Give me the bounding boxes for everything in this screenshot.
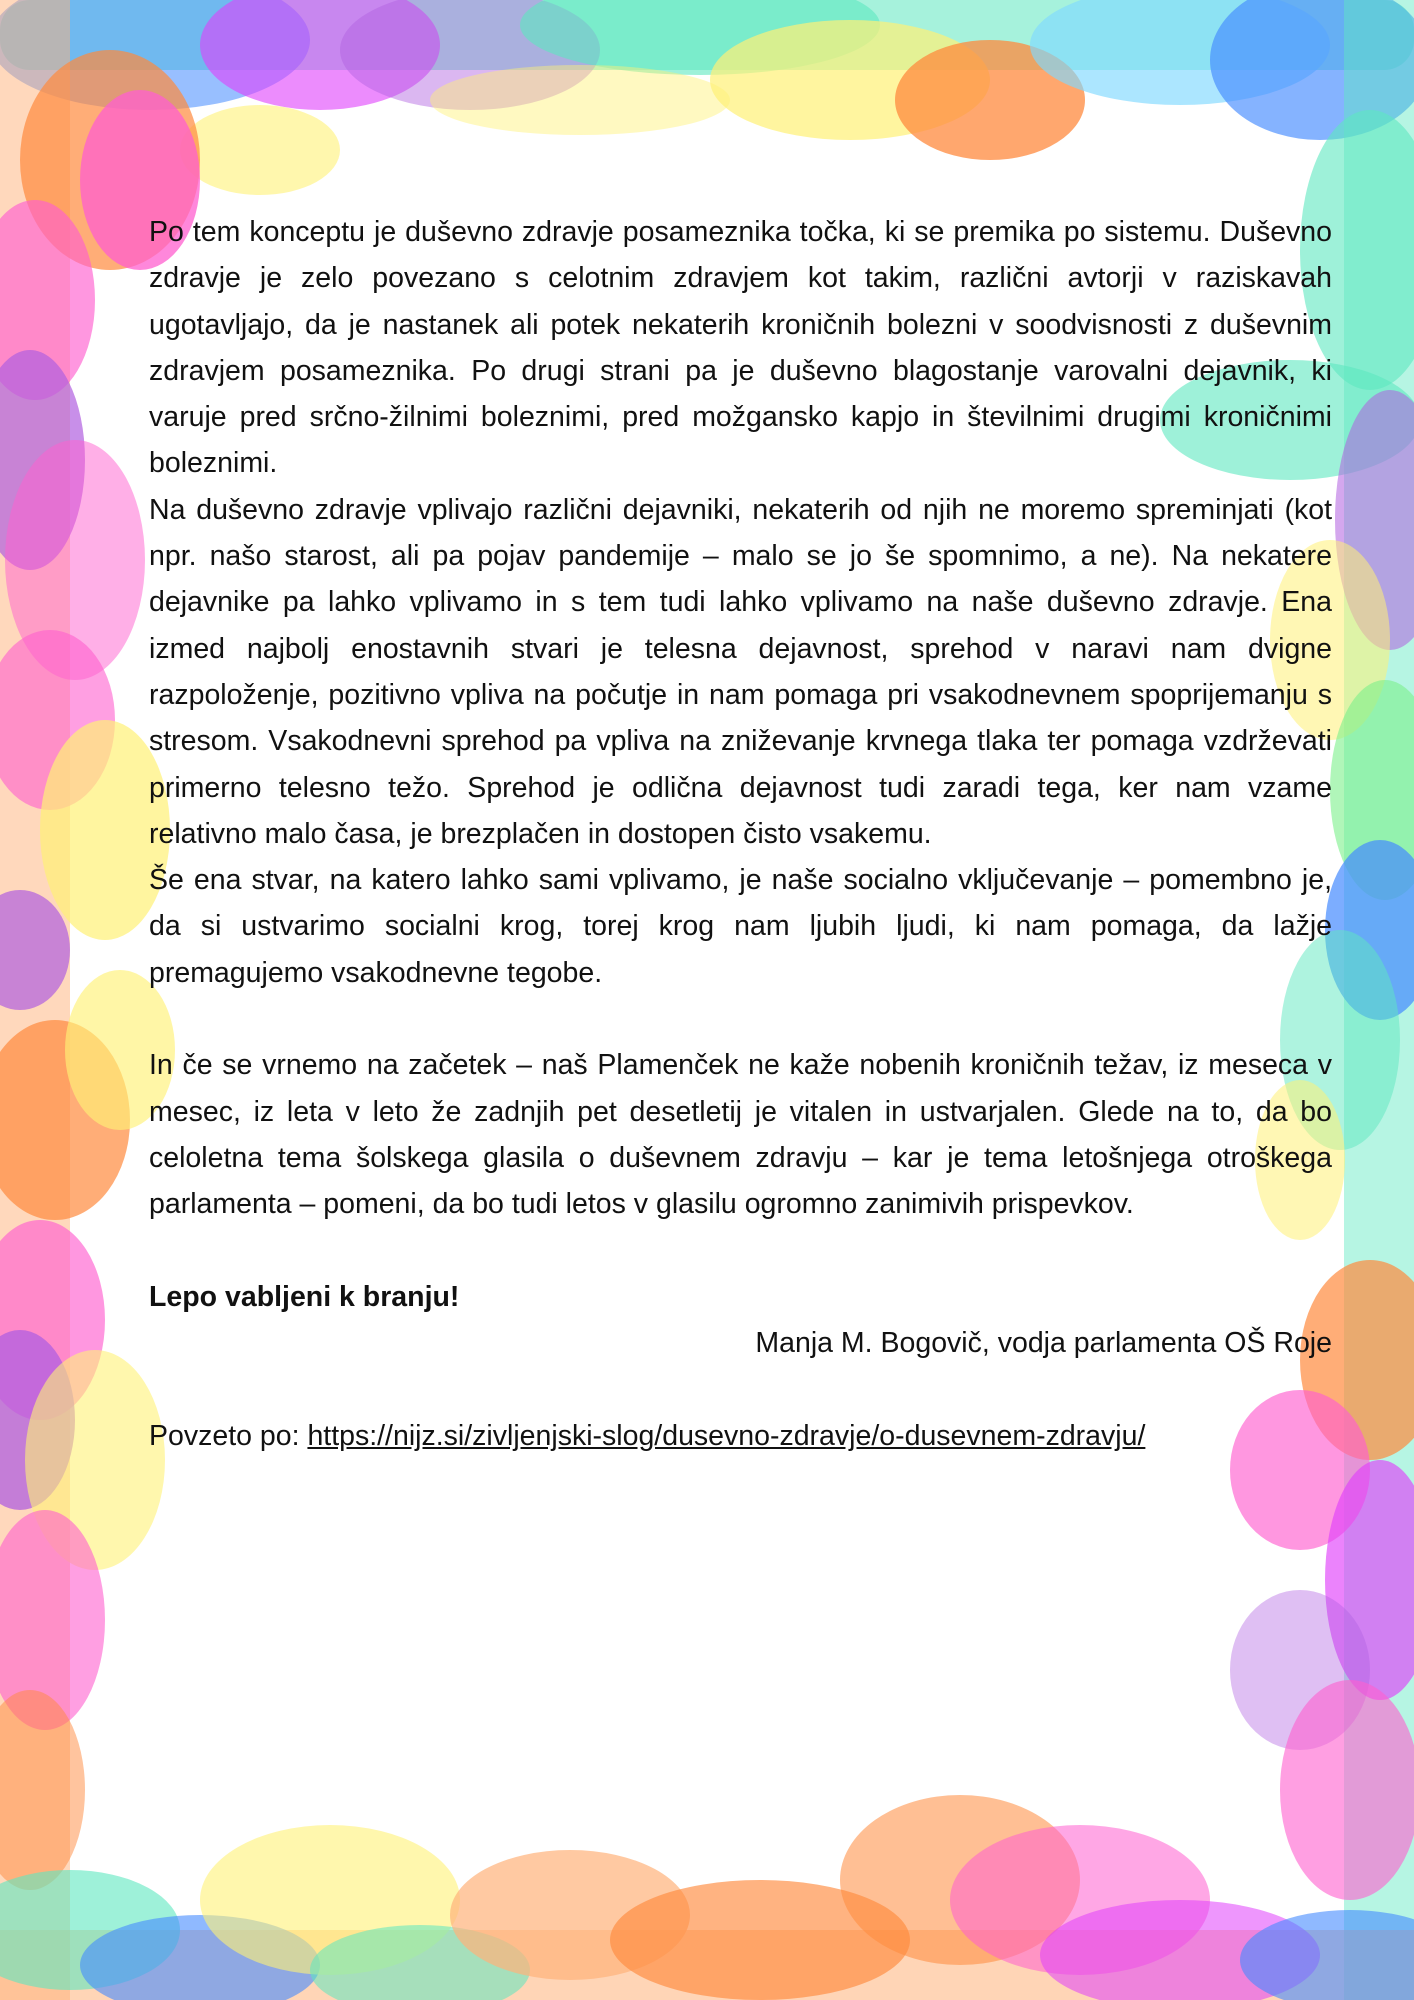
spacer [149, 996, 1332, 1042]
source-line [149, 1413, 1332, 1459]
paragraph-social: Še ena stvar, na katero lahko sami vplivamo, je naše socialno vključevanje – pomembno je, da si ustvarimo socialni krog, torej krog nam ljubih ljudi, ki nam pomaga, da lažje premagujemo vsakodnevne tegobe. [149, 864, 1332, 989]
paragraph-factors: Na duševno zdravje vplivajo različni dejavniki, nekaterih od njih ne moremo spreminjati (kot npr. našo starost, ali pa pojav pandemije – malo se jo še spomnimo, a ne). Na nekatere dejavnike pa lahko vplivamo in s tem tudi lahko vplivamo na naše duševno zdravje. Ena izmed najbolj enostavnih stvari je telesna dejavnost, sprehod v naravi nam dvigne razpoloženje, pozitivno vpliva na počutje in nam pomaga pri vsakodnevnem spoprijemanju s stresom. Vsakodnevni sprehod pa vpliva na zniževanje krvnega tlaka ter pomaga vzdrževati primerno telesno težo. Sprehod je odlična dejavnost tudi zaradi tega, ker nam vzame relativno malo časa, je brezplačen in dostopen čisto vsakemu. [149, 493, 1332, 850]
spacer [149, 1228, 1332, 1274]
author-signature: Manja M. Bogovič, vodja parlamenta OŠ Roje [755, 1327, 1332, 1360]
border-top [0, 0, 1414, 195]
document-body [149, 209, 1332, 1459]
spacer [149, 1366, 1332, 1412]
paragraph-concept: Po tem konceptu je duševno zdravje posameznika točka, ki se premika po sistemu. Duševno zdravje je zelo povezano s celotnim zdravjem kot takim, različni avtorji v raziskavah ugotavljajo, da je nastanek ali potek nekaterih kroničnih bolezni v soodvisnosti z duševnim zdravjem posameznika. Po drugi strani pa je duševno blagostanje varovalni dejavnik, ki varuje pred srčno-žilnimi boleznimi, pred možgansko kapjo in številnimi drugimi kroničnimi boleznimi. [149, 216, 1332, 480]
paragraph-plamencek: In če se vrnemo na začetek – naš Plamenček ne kaže nobenih kroničnih težav, iz meseca v mesec, iz leta v leto že zadnjih pet desetletij je vitalen in ustvarjalen. Glede na to, da bo celoletna tema šolskega glasila o duševnem zdravju – kar je tema letošnjega otroškega parlamenta – pomeni, da bo tudi letos v glasilu ogromno zanimivih prispevkov. [149, 1049, 1332, 1221]
source-link[interactable]: https://nijz.si/zivljenjski-slog/dusevno-zdravje/o-dusevnem-zdravju/ [307, 1419, 1146, 1452]
source-label: Povzeto po: [149, 1419, 308, 1452]
closing-line: Lepo vabljeni k branju! [149, 1280, 460, 1313]
border-bottom [0, 1795, 1414, 2000]
